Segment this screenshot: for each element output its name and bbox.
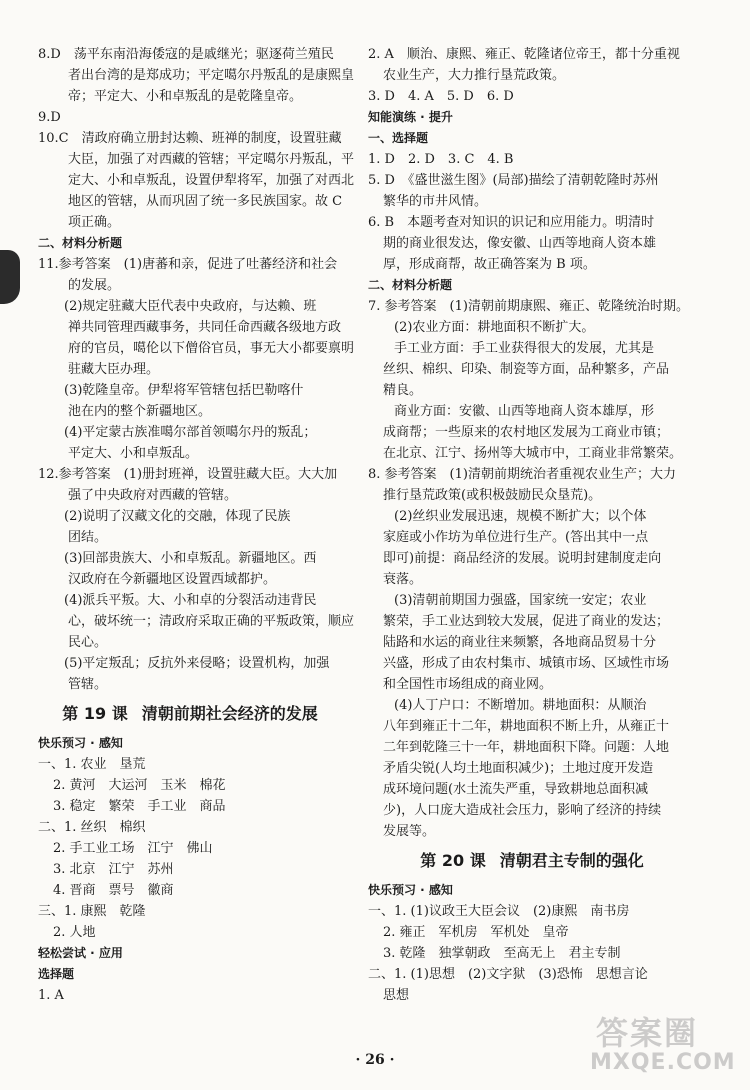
answer-line: 6. B 本题考查对知识的识记和应用能力。明清时: [368, 215, 655, 230]
answer-line: 繁荣，手工业达到较大发展，促进了商业的发达；: [383, 614, 670, 629]
answer-line: 二、1. (1)思想 (2)文字狱 (3)恐怖 思想言论: [368, 967, 648, 982]
answer-line: 池在内的整个新疆地区。: [68, 404, 212, 419]
answer-line: 矛盾尖锐(人均土地面积减少)；土地过度开发造: [383, 761, 654, 776]
answer-line: 3. D 4. A 5. D 6. D: [368, 89, 514, 104]
answer-line: 在北京、江宁、扬州等大城市中，工商业非常繁荣。: [383, 446, 683, 461]
answer-line: 成商帮；一些原来的农村地区发展为工商业市镇；: [383, 425, 670, 440]
section-heading: 一、选择题: [368, 131, 429, 145]
answer-line: 八年到雍正十二年，耕地面积不断上升，从雍正十: [383, 719, 670, 734]
answer-line: 丝织、棉织、印染、制瓷等方面，品种繁多，产品: [383, 362, 670, 377]
section-heading: 快乐预习 · 感知: [38, 736, 123, 750]
answer-line: 管辖。: [68, 677, 108, 692]
answer-line: 2. A 顺治、康熙、雍正、乾隆诸位帝王，都十分重视: [368, 47, 680, 62]
answer-line: 10.C 清政府确立册封达赖、班禅的制度，设置驻藏: [38, 131, 342, 146]
answer-line: 衰落。: [383, 572, 423, 587]
answer-line: 9.D: [38, 110, 61, 125]
answer-line: 11.参考答案 (1)唐蕃和亲，促进了吐蕃经济和社会: [38, 257, 338, 272]
answer-line: 思想: [383, 988, 410, 1003]
answer-line: 禅共同管理西藏事务，共同任命西藏各级地方政: [68, 320, 342, 335]
answer-line: (4)人丁户口：不断增加。耕地面积：从顺治: [394, 698, 647, 713]
answer-line: 二年到乾隆三十一年，耕地面积下降。问题：人地: [383, 740, 670, 755]
answer-line: 一、1. (1)议政王大臣会议 (2)康熙 南书房: [368, 904, 630, 919]
answer-line: 8. 参考答案 (1)清朝前期统治者重视农业生产；大力: [368, 467, 676, 482]
lesson-heading: [38, 695, 356, 733]
answer-line: 陆路和水运的商业往来频繁，各地商品贸易十分: [383, 635, 657, 650]
answer-line: 2. 黄河 大运河 玉米 棉花: [53, 778, 226, 793]
answer-line: (2)规定驻藏大臣代表中央政府，与达赖、班: [64, 299, 317, 314]
lesson-number: 第 19 课: [62, 704, 128, 723]
answer-line: 驻藏大臣办理。: [68, 362, 160, 377]
section-heading: 快乐预习 · 感知: [368, 883, 453, 897]
left-column: [38, 44, 356, 1006]
answer-line: 农业生产，大力推行垦荒政策。: [383, 68, 566, 83]
lesson-title: 清朝前期社会经济的发展: [141, 704, 318, 723]
answer-line: 二、1. 丝织 棉织: [38, 820, 146, 835]
right-column: [368, 44, 710, 1006]
answer-line: 民心。: [68, 635, 108, 650]
answer-line: 地区的管辖，从而巩固了统一多民族国家。故 C: [68, 194, 343, 209]
answer-line: (5)平定叛乱；反抗外来侵略；设置机构，加强: [64, 656, 330, 671]
section-heading: 选择题: [38, 967, 75, 981]
watermark-text-en: MXQE.COM: [590, 1050, 736, 1075]
answer-line: 一、1. 农业 垦荒: [38, 757, 146, 772]
answer-line: 发展等。: [383, 824, 436, 839]
answer-line: 2. 手工业工场 江宁 佛山: [53, 841, 213, 856]
section-heading: 二、材料分析题: [368, 278, 453, 292]
watermark-logo: [588, 1008, 738, 1080]
answer-line: 3. 稳定 繁荣 手工业 商品: [53, 799, 226, 814]
answer-line: 12.参考答案 (1)册封班禅，设置驻藏大臣。大大加: [38, 467, 338, 482]
answer-line: 帝；平定大、小和卓叛乱的是乾隆皇帝。: [68, 89, 303, 104]
answer-line: 1. A: [38, 988, 64, 1003]
answer-line: 4. 晋商 票号 徽商: [53, 883, 174, 898]
answer-line: 团结。: [68, 530, 108, 545]
answer-line: (4)派兵平叛。大、小和卓的分裂活动违背民: [64, 593, 317, 608]
answer-line: 成环境问题(水土流失严重，导致耕地总面积减: [383, 782, 649, 797]
answer-line: 商业方面：安徽、山西等地商人资本雄厚，形: [394, 404, 655, 419]
answer-line: 7. 参考答案 (1)清朝前期康熙、雍正、乾隆统治时期。: [368, 299, 689, 314]
answer-line: (2)丝织业发展迅速，规模不断扩大；以个体: [394, 509, 647, 524]
answer-line: (4)平定蒙古族准噶尔部首领噶尔丹的叛乱；: [64, 425, 317, 440]
answer-line: 定大、小和卓叛乱，设置伊犁将军，加强了对西北: [68, 173, 355, 188]
answer-line: 府的官员，噶伦以下僧俗官员，事无大小都要禀明: [68, 341, 355, 356]
answer-line: 平定大、小和卓叛乱。: [68, 446, 199, 461]
answer-line: 繁华的市井风情。: [383, 194, 488, 209]
answer-line: 即可)前提：商品经济的发展。说明封建制度走向: [383, 551, 662, 566]
answer-line: 期的商业很发达，像安徽、山西等地商人资本雄: [383, 236, 657, 251]
answer-line: 精良。: [383, 383, 423, 398]
answer-line: (2)农业方面：耕地面积不断扩大。: [394, 320, 595, 335]
answer-line: (3)回部贵族大、小和卓叛乱。新疆地区。西: [64, 551, 317, 566]
answer-line: 5. D 《盛世滋生图》(局部)描绘了清朝乾隆时苏州: [368, 173, 659, 188]
answer-line: 厚，形成商帮，故正确答案为 B 项。: [383, 257, 596, 272]
section-heading: 知能演练 · 提升: [368, 110, 453, 124]
answer-line: (2)说明了汉藏文化的交融，体现了民族: [64, 509, 291, 524]
answer-line: 3. 乾隆 独掌朝政 至高无上 君主专制: [383, 946, 621, 961]
section-heading: 轻松尝试 · 应用: [38, 946, 123, 960]
answer-line: 汉政府在今新疆地区设置西域都护。: [68, 572, 277, 587]
answer-line: 者出台湾的是郑成功；平定噶尔丹叛乱的是康熙皇: [68, 68, 355, 83]
answer-line: 手工业方面：手工业获得很大的发展，尤其是: [394, 341, 655, 356]
answer-line: 3. 北京 江宁 苏州: [53, 862, 174, 877]
answer-line: 1. D 2. D 3. C 4. B: [368, 152, 514, 167]
answer-line: 2. 人地: [53, 925, 96, 940]
answer-line: 强了中央政府对西藏的管辖。: [68, 488, 238, 503]
page-number: · 26 ·: [355, 1052, 395, 1068]
answer-line: (3)清朝前期国力强盛，国家统一安定；农业: [394, 593, 647, 608]
answer-line: 的发展。: [68, 278, 121, 293]
watermark-text-cn: 答案圈: [596, 1014, 699, 1052]
lesson-number: 第 20 课: [420, 851, 486, 870]
answer-line: (3)乾隆皇帝。伊犁将军管辖包括巴勒喀什: [64, 383, 304, 398]
answer-line: 项正确。: [68, 215, 121, 230]
binding-mark: [0, 250, 20, 304]
answer-line: 兴盛，形成了由农村集市、城镇市场、区域性市场: [383, 656, 670, 671]
lesson-title: 清朝君主专制的强化: [499, 851, 644, 870]
answer-line: 少)，人口庞大造成社会压力，影响了经济的持续: [383, 803, 662, 818]
answer-line: 家庭或小作坊为单位进行生产。(答出其中一点: [383, 530, 649, 545]
lesson-heading: [368, 842, 710, 880]
answer-line: 和全国性市场组成的商业网。: [383, 677, 553, 692]
answer-line: 大臣，加强了对西藏的管辖；平定噶尔丹叛乱，平: [68, 152, 355, 167]
answer-line: 三、1. 康熙 乾隆: [38, 904, 146, 919]
answer-line: 2. 雍正 军机房 军机处 皇帝: [383, 925, 569, 940]
section-heading: 二、材料分析题: [38, 236, 123, 250]
answer-line: 心，破坏统一；清政府采取正确的平叛政策，顺应: [68, 614, 355, 629]
answer-line: 推行垦荒政策(或积极鼓励民众垦荒)。: [383, 488, 602, 503]
answer-line: 8.D 荡平东南沿海倭寇的是戚继光；驱逐荷兰殖民: [38, 47, 334, 62]
